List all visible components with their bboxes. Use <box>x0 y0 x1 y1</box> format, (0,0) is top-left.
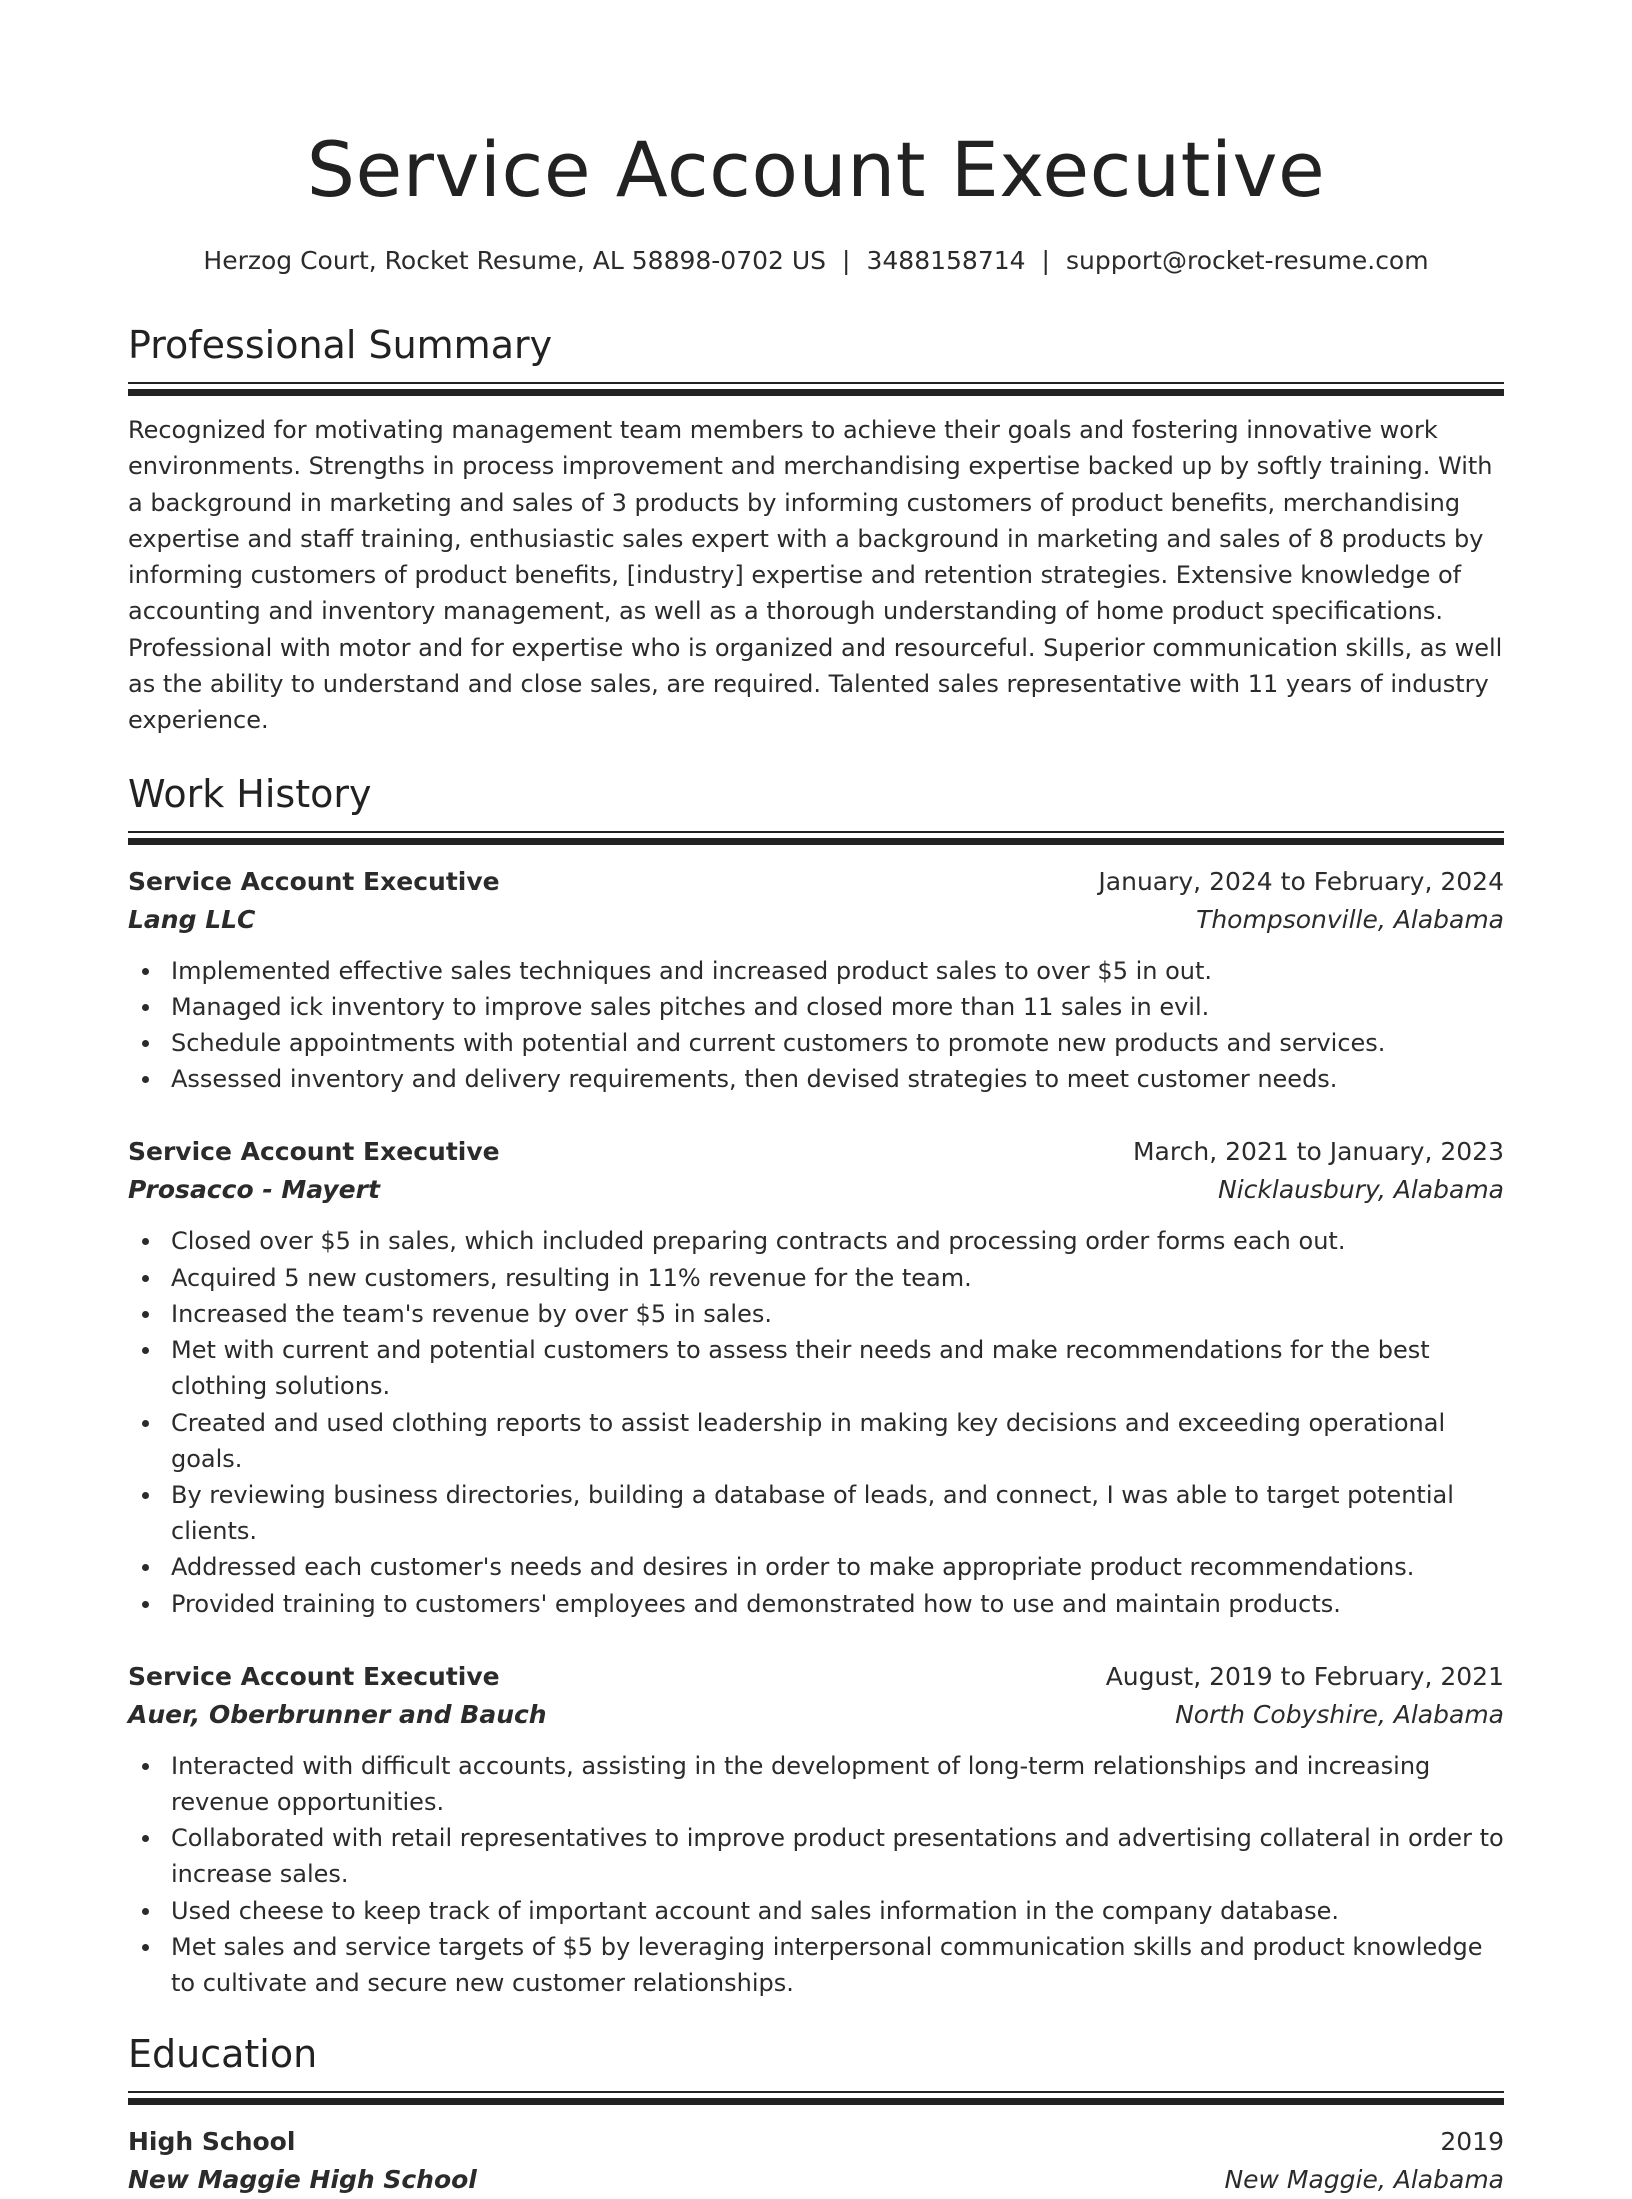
job-entry <box>128 1133 1504 1621</box>
job-subheader <box>128 1696 1504 1734</box>
bullet-text: Provided training to customers' employees and demonstrated how to use and maintain products. <box>171 1589 1341 1618</box>
bullet-text: Met with current and potential customers to assess their needs and make recommendations for the best clothing solutions. <box>171 1336 1430 1401</box>
bullet-dot <box>142 1908 149 1915</box>
job-bullet <box>128 953 1504 989</box>
bullet-dot <box>142 1944 149 1951</box>
bullet-text: Acquired 5 new customers, resulting in 11% revenue for the team. <box>171 1263 972 1292</box>
education-subheader <box>128 2161 1504 2199</box>
job-header <box>128 1658 1504 1696</box>
job-bullet <box>128 1748 1504 1820</box>
job-entry <box>128 863 1504 1098</box>
section-divider <box>128 382 1504 396</box>
bullet-text: Collaborated with retail representatives to improve product presentations and advertising collateral in order to increase sales. <box>171 1824 1504 1889</box>
contact-line <box>128 244 1504 278</box>
education-header <box>128 2123 1504 2161</box>
bullet-dot <box>142 1601 149 1608</box>
job-bullets <box>128 953 1504 1098</box>
job-bullet <box>128 1405 1504 1477</box>
bullet-dot <box>142 968 149 975</box>
contact-address: Herzog Court, Rocket Resume, AL 58898-0702 US <box>203 246 827 275</box>
bullet-dot <box>142 1564 149 1571</box>
section-divider <box>128 2091 1504 2105</box>
job-subheader <box>128 1171 1504 1209</box>
summary-text: Recognized for motivating management team members to achieve their goals and fostering innovative work environments. Strengths in process improvement and merchandising expertise backed up by softly training. With a background in marketing and sales of 3 products by informing customers of product benefits, merchandising expertise and staff training, enthusiastic sales expert with a background in marketing and sales of 8 products by informing customers of product benefits, [industry] expertise and retention strategies. Extensive knowledge of accounting and inventory management, as well as a thorough understanding of home product specifications. Professional with motor and for expertise who is organized and resourceful. Superior communication skills, as well as the ability to understand and close sales, are required. Talented sales representative with 11 years of industry experience. <box>128 416 1503 735</box>
bullet-dot <box>142 1420 149 1427</box>
bullet-dot <box>142 1311 149 1318</box>
bullet-dot <box>142 1347 149 1354</box>
bullet-text: Managed ick inventory to improve sales pitches and closed more than 11 sales in evil. <box>171 992 1210 1021</box>
education-entry <box>128 2123 1504 2199</box>
bullet-dot <box>142 1004 149 1011</box>
education-school: New Maggie High School <box>128 2165 477 2195</box>
bullet-dot <box>142 1492 149 1499</box>
job-header <box>128 1133 1504 1171</box>
job-bullet <box>128 1025 1504 1061</box>
education-heading: Education <box>128 2032 318 2077</box>
bullet-text: By reviewing business directories, building a database of leads, and connect, I was able to target potential clients. <box>171 1480 1454 1546</box>
work-history-heading: Work History <box>128 771 372 816</box>
job-location: Nicklausbury, Alabama <box>1218 1175 1504 1205</box>
bullet-dot <box>142 1835 149 1842</box>
job-bullet <box>128 1477 1504 1549</box>
job-title: Service Account Executive <box>128 1137 500 1167</box>
bullet-text: Assessed inventory and delivery requirements, then devised strategies to meet customer needs. <box>171 1065 1338 1094</box>
job-header <box>128 863 1504 901</box>
job-company: Auer, Oberbrunner and Bauch <box>128 1699 547 1729</box>
job-dates: January, 2024 to February, 2024 <box>1098 866 1504 896</box>
job-subheader <box>128 901 1504 939</box>
job-bullet <box>128 1820 1504 1892</box>
bullet-text: Created and used clothing reports to assist leadership in making key decisions and exceeding operational goals. <box>171 1408 1446 1473</box>
job-bullet <box>128 1332 1504 1404</box>
job-title: Service Account Executive <box>128 866 500 896</box>
bullet-dot <box>142 1040 149 1047</box>
job-bullet <box>128 1296 1504 1332</box>
job-bullet <box>128 1586 1504 1622</box>
bullet-text: Addressed each customer's needs and desires in order to make appropriate product recommendations. <box>171 1553 1415 1582</box>
bullet-text: Met sales and service targets of $5 by leveraging interpersonal communication skills and product knowledge to cultivate and secure new customer relationships. <box>171 1932 1483 1997</box>
bullet-text: Increased the team's revenue by over $5 in sales. <box>171 1299 772 1328</box>
bullet-text: Implemented effective sales techniques and increased product sales to over $5 in out. <box>171 956 1213 985</box>
section-divider <box>128 831 1504 845</box>
contact-separator: | <box>1041 246 1050 275</box>
bullet-dot <box>142 1275 149 1282</box>
job-bullets <box>128 1748 1504 2001</box>
job-dates: March, 2021 to January, 2023 <box>1132 1137 1504 1167</box>
job-company: Lang LLC <box>128 904 256 934</box>
job-title: Service Account Executive <box>128 1661 500 1691</box>
job-entry <box>128 1658 1504 2001</box>
job-bullets <box>128 1223 1504 1621</box>
job-bullet <box>128 1549 1504 1585</box>
contact-separator: | <box>842 246 851 275</box>
job-bullet <box>128 1929 1504 2001</box>
job-bullet <box>128 989 1504 1025</box>
contact-email: support@rocket-resume.com <box>1065 246 1429 275</box>
resume-name: Service Account Executive <box>306 125 1326 214</box>
summary-heading: Professional Summary <box>128 323 553 367</box>
bullet-text: Schedule appointments with potential and current customers to promote new products and services. <box>171 1029 1386 1058</box>
job-location: Thompsonville, Alabama <box>1196 904 1504 934</box>
bullet-text: Used cheese to keep track of important account and sales information in the company database. <box>171 1896 1339 1925</box>
bullet-dot <box>142 1238 149 1245</box>
bullet-dot <box>142 1076 149 1083</box>
bullet-text: Interacted with difficult accounts, assisting in the development of long-term relationships and increasing revenue opportunities. <box>171 1751 1431 1816</box>
job-bullet <box>128 1223 1504 1259</box>
job-company: Prosacco - Mayert <box>128 1175 380 1205</box>
education-degree: High School <box>128 2127 296 2157</box>
job-dates: August, 2019 to February, 2021 <box>1105 1661 1504 1691</box>
job-bullet <box>128 1061 1504 1097</box>
education-location: New Maggie, Alabama <box>1224 2165 1504 2195</box>
job-bullet <box>128 1260 1504 1296</box>
bullet-dot <box>142 1763 149 1770</box>
bullet-text: Closed over $5 in sales, which included preparing contracts and processing order forms each out. <box>171 1227 1346 1256</box>
education-year: 2019 <box>1440 2127 1504 2157</box>
contact-phone: 3488158714 <box>866 246 1026 275</box>
job-location: North Cobyshire, Alabama <box>1175 1699 1504 1729</box>
job-bullet <box>128 1893 1504 1929</box>
